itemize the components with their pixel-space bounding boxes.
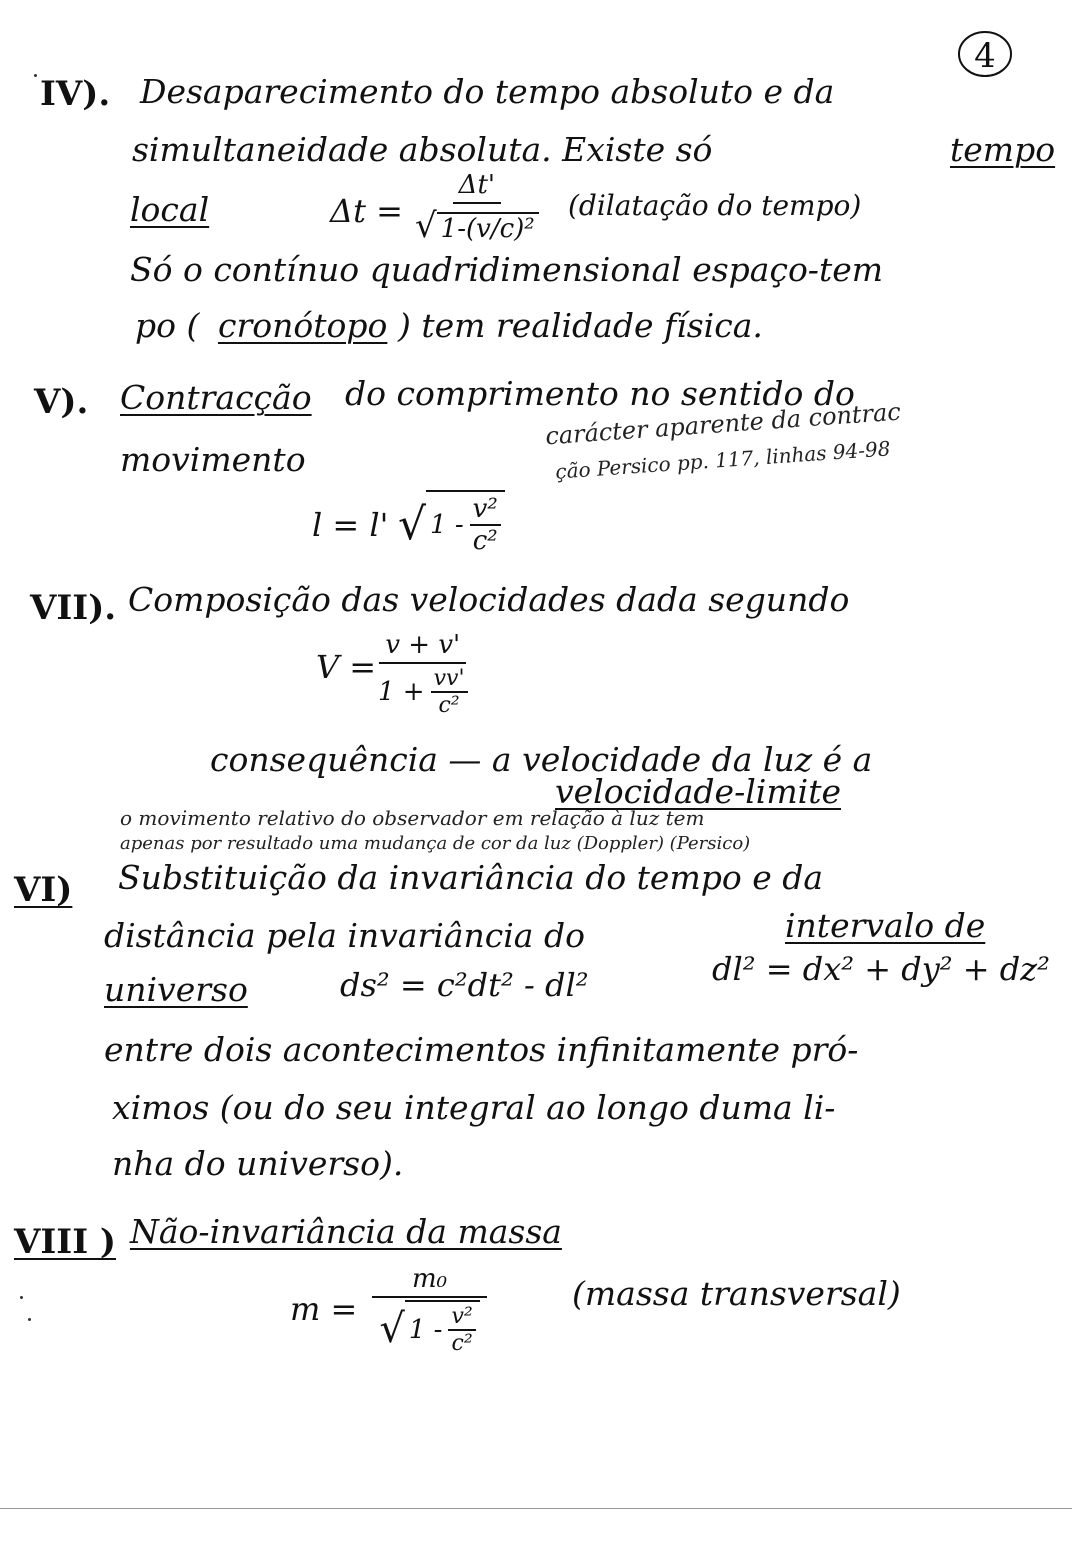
section-vi-eq-dl: dl² = dx² + dy² + dz² bbox=[712, 950, 1050, 988]
section-vii-fraction bbox=[378, 630, 468, 718]
section-v-line-2: movimento bbox=[120, 440, 306, 479]
section-iv-local: local bbox=[130, 190, 210, 229]
section-vi-line-2: distância pela invariância do bbox=[104, 916, 585, 955]
section-viii-root-pre: 1 - bbox=[408, 1315, 443, 1345]
section-vi-line-4: entre dois acontecimentos infinitamente pró- bbox=[104, 1030, 859, 1069]
section-viii-numeral: VIII ) bbox=[14, 1222, 117, 1262]
section-v-line-1: do comprimento no sentido do bbox=[345, 374, 855, 413]
section-iv-line-2-underlined: tempo bbox=[950, 130, 1056, 169]
stray-mark bbox=[20, 1296, 23, 1299]
page-bottom-edge bbox=[0, 1508, 1072, 1509]
section-iv-line-5c: ) tem realidade física. bbox=[398, 306, 763, 345]
section-vii-den-den: c² bbox=[438, 693, 460, 718]
section-viii-fraction bbox=[372, 1264, 487, 1358]
section-iv-fraction-numerator: Δt' bbox=[453, 170, 501, 204]
section-iv-dilation-note: (dilatação do tempo) bbox=[568, 189, 862, 222]
section-iv-dilation-fraction: $\frac{\Delta t'}{\text{√ 1-(v/c)²}}$ bbox=[415, 170, 539, 246]
section-vii-velocidade-limite: velocidade-limite bbox=[555, 772, 841, 811]
section-v-note-1: carácter aparente da contrac bbox=[544, 397, 902, 451]
section-vii-numeral: VII). bbox=[30, 588, 117, 628]
stray-mark bbox=[34, 74, 37, 77]
section-viii-fraction-num: m₀ bbox=[372, 1264, 487, 1298]
section-vii-fraction-num: v + v' bbox=[379, 630, 466, 664]
section-iv-numeral: IV). bbox=[40, 74, 111, 114]
section-vii-note-2: apenas por resultado uma mudança de cor da luz (Doppler) (Persico) bbox=[120, 833, 751, 854]
page-number-text: 4 bbox=[974, 36, 996, 76]
section-v-root-pre: 1 - bbox=[430, 510, 464, 540]
section-iv-eq-lhs: Δt = bbox=[330, 192, 403, 230]
section-vii-note-1: o movimento relativo do observador em relação à luz tem bbox=[120, 806, 705, 830]
section-vi-numeral: VI) bbox=[14, 870, 73, 910]
section-vi-universo: universo bbox=[104, 970, 248, 1009]
section-v-eq-lhs: l = l' bbox=[312, 506, 389, 544]
section-viii-sqrt-icon: √ bbox=[379, 1306, 405, 1352]
section-v-contraccao: Contracção bbox=[120, 378, 312, 417]
section-vi-intervalo: intervalo de bbox=[785, 906, 986, 945]
section-vii-eq-lhs: V = bbox=[316, 648, 377, 686]
section-vi-line-6: nha do universo). bbox=[112, 1144, 404, 1183]
section-viii-massa-transversal: (massa transversal) bbox=[572, 1274, 901, 1313]
section-iv-line-5a: po ( bbox=[135, 306, 200, 345]
section-vii-den-num: vv' bbox=[431, 666, 468, 693]
section-viii-line-1: Não-invariância da massa bbox=[130, 1212, 562, 1251]
section-v-numeral: V). bbox=[34, 382, 89, 422]
section-vii-line-1: Composição das velocidades dada segundo bbox=[128, 580, 850, 619]
section-iv-fraction-denominator: 1-(v/c)² bbox=[437, 212, 539, 244]
page-number bbox=[956, 28, 1014, 76]
stray-mark bbox=[28, 1318, 31, 1321]
section-v-root-num: v² bbox=[470, 494, 501, 526]
section-v-eq-root bbox=[398, 490, 505, 558]
section-vii-fraction-den-a: 1 + bbox=[378, 677, 425, 707]
section-vi-line-1: Substituição da invariância do tempo e da bbox=[118, 858, 824, 897]
section-vi-eq-interval: ds² = c²dt² - dl² bbox=[340, 966, 589, 1004]
section-v-note-2: ção Persico pp. 117, linhas 94-98 bbox=[554, 436, 892, 484]
section-iv-line-2: simultaneidade absoluta. Existe só bbox=[132, 130, 713, 169]
section-iv-line-4: Só o contínuo quadridimensional espaço-tem bbox=[130, 250, 884, 289]
section-iv-line-1: Desaparecimento do tempo absoluto e da bbox=[140, 72, 835, 111]
section-v-sqrt-icon: √ bbox=[398, 498, 427, 550]
section-vii-line-2: consequência — a velocidade da luz é a bbox=[210, 740, 873, 779]
section-viii-root-num: v² bbox=[448, 1304, 475, 1331]
section-iv-cronotopo: cronótopo bbox=[218, 306, 388, 345]
section-vi-line-5: ximos (ou do seu integral ao longo duma li- bbox=[112, 1088, 836, 1127]
section-viii-root-den: c² bbox=[451, 1331, 473, 1356]
section-v-root-den: c² bbox=[472, 526, 498, 556]
section-viii-eq-lhs: m = bbox=[290, 1290, 358, 1328]
